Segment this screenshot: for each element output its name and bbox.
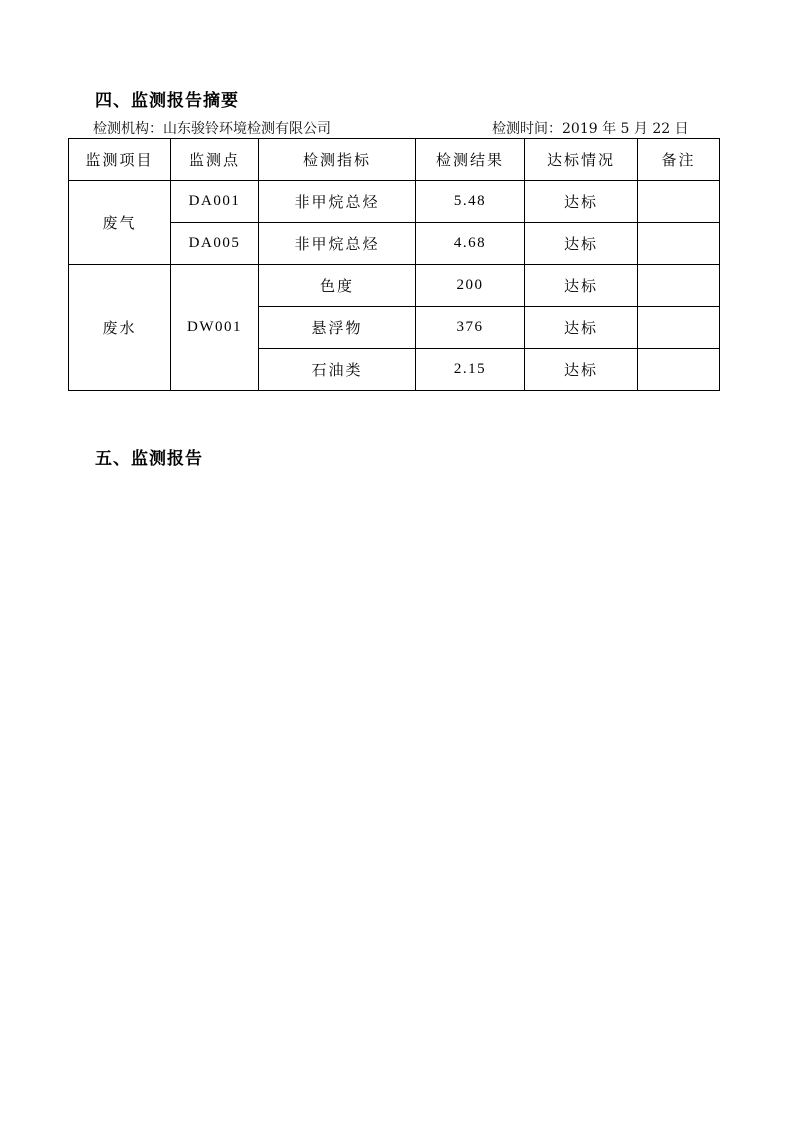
monitoring-item-cell: 废气 [69,181,171,265]
result-cell: 5.48 [416,181,525,223]
indicator-cell: 石油类 [259,349,416,391]
status-cell: 达标 [525,349,638,391]
monitoring-item-cell: 废水 [69,265,171,391]
indicator-cell: 非甲烷总烃 [259,181,416,223]
monitoring-point-cell: DA001 [171,181,259,223]
note-cell [638,265,720,307]
monitoring-point-cell: DW001 [171,265,259,391]
header-cell: 达标情况 [525,139,638,181]
status-cell: 达标 [525,307,638,349]
indicator-cell: 非甲烷总烃 [259,223,416,265]
note-cell [638,349,720,391]
section-5-title: 五、监测报告 [95,449,203,469]
note-cell [638,223,720,265]
date-label: 检测时间： [492,121,562,137]
status-cell: 达标 [525,181,638,223]
table-row [69,265,720,307]
table-header-row [69,139,720,181]
result-cell: 200 [416,265,525,307]
org-value: 山东骏铃环境检测有限公司 [163,121,331,137]
table-row [69,181,720,223]
header-cell: 监测项目 [69,139,171,181]
result-cell: 2.15 [416,349,525,391]
testing-date [492,118,689,138]
result-cell: 376 [416,307,525,349]
org-label: 检测机构： [93,121,163,137]
result-cell: 4.68 [416,223,525,265]
header-cell: 备注 [638,139,720,181]
date-value: 2019 年 5 月 22 日 [562,121,689,137]
header-cell: 检测结果 [416,139,525,181]
section-4-title: 四、监测报告摘要 [95,91,239,111]
monitoring-summary-table [68,138,720,391]
note-cell [638,181,720,223]
monitoring-point-cell: DA005 [171,223,259,265]
testing-organization [93,118,331,138]
status-cell: 达标 [525,223,638,265]
indicator-cell: 色度 [259,265,416,307]
note-cell [638,307,720,349]
header-cell: 检测指标 [259,139,416,181]
status-cell: 达标 [525,265,638,307]
indicator-cell: 悬浮物 [259,307,416,349]
header-cell: 监测点 [171,139,259,181]
